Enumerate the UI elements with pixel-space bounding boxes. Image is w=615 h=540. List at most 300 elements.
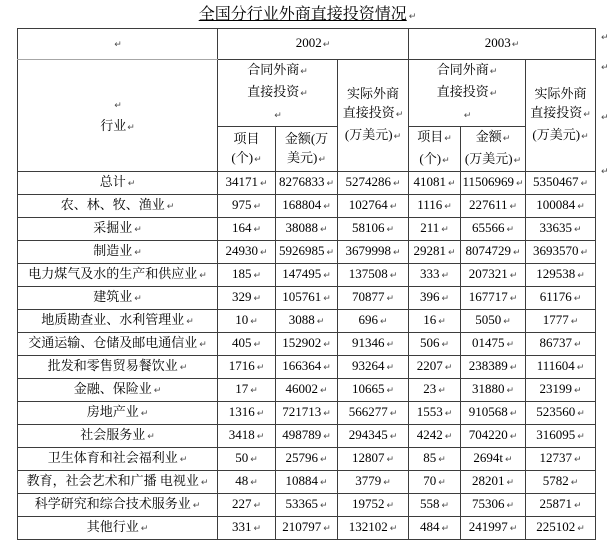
value-cell-text: 61176 — [539, 289, 572, 304]
value-cell — [276, 402, 338, 425]
industry-cell-text: 其他行业 — [86, 519, 139, 534]
value-cell-text: 48 — [235, 473, 249, 488]
value-cell — [218, 287, 276, 310]
value-cell — [409, 448, 461, 471]
paragraph-mark: ↵ — [147, 432, 155, 442]
paragraph-mark: ↵ — [250, 455, 258, 465]
paragraph-mark: ↵ — [509, 271, 518, 281]
paragraph-mark: ↵ — [386, 340, 395, 350]
paragraph-mark: ↵ — [134, 225, 142, 235]
header-actual-2003: 实际外商 直接投资↵ (万美元)↵ — [526, 60, 596, 172]
table-row — [18, 379, 596, 402]
value-cell-text: 12807 — [351, 450, 385, 465]
value-cell — [338, 264, 409, 287]
paragraph-mark: ↵ — [392, 179, 401, 189]
value-cell — [218, 379, 276, 402]
value-cell — [526, 218, 596, 241]
paragraph-mark: ↵ — [140, 524, 149, 534]
paragraph-mark: ↵ — [574, 455, 582, 465]
paragraph-mark: ↵ — [199, 340, 207, 350]
value-cell — [526, 448, 596, 471]
value-cell — [461, 471, 526, 494]
value-cell-text: 227 — [231, 496, 252, 511]
paragraph-mark: ↵ — [506, 225, 515, 235]
value-cell-text: 102764 — [348, 197, 388, 212]
paragraph-mark: ↵ — [512, 248, 521, 258]
value-cell — [409, 287, 461, 310]
value-cell-text: 12737 — [539, 450, 572, 465]
value-cell — [461, 425, 526, 448]
value-cell — [409, 402, 461, 425]
header-row-groups — [18, 60, 596, 127]
value-cell — [276, 356, 338, 379]
value-cell-text: 227611 — [468, 197, 508, 212]
value-cell — [409, 333, 461, 356]
value-cell-text: 1716 — [228, 358, 255, 373]
paragraph-mark: ↵ — [326, 179, 335, 189]
paragraph-mark: ↵ — [503, 317, 511, 327]
paragraph-mark: ↵ — [114, 40, 122, 50]
industry-cell-text: 卫生体育和社会福利业 — [47, 450, 178, 465]
value-cell-text: 75306 — [471, 496, 505, 511]
paragraph-mark: ↵ — [502, 134, 511, 144]
value-cell — [218, 333, 276, 356]
value-cell — [526, 402, 596, 425]
value-cell — [461, 310, 526, 333]
paragraph-mark: ↵ — [506, 386, 515, 396]
industry-cell — [18, 356, 218, 379]
value-cell — [409, 218, 461, 241]
value-cell-text: 24930 — [225, 243, 258, 258]
value-cell-text: 85 — [423, 450, 437, 465]
industry-cell-text: 建筑业 — [93, 289, 133, 304]
paragraph-mark: ↵ — [441, 271, 450, 281]
value-cell — [526, 379, 596, 402]
value-cell-text: 2694t — [473, 450, 504, 465]
paragraph-mark: ↵ — [253, 225, 262, 235]
paragraph-mark: ↵ — [127, 179, 136, 189]
value-cell-text: 19752 — [351, 496, 385, 511]
value-cell — [338, 402, 409, 425]
paragraph-mark: ↵ — [323, 202, 331, 212]
paragraph-mark: ↵ — [386, 501, 395, 511]
value-cell-text: 50 — [235, 450, 249, 465]
value-cell — [338, 356, 409, 379]
value-cell-text: 333 — [419, 266, 440, 281]
paragraph-mark: ↵ — [134, 294, 142, 304]
value-cell-text: 5782 — [542, 473, 569, 488]
paragraph-mark: ↵ — [601, 33, 609, 43]
value-cell — [218, 264, 276, 287]
industry-cell — [18, 471, 218, 494]
value-cell — [276, 425, 338, 448]
value-cell — [409, 356, 461, 379]
paragraph-mark: ↵ — [395, 110, 404, 120]
value-cell-text: 166364 — [282, 358, 322, 373]
value-cell — [276, 494, 338, 517]
value-cell — [338, 448, 409, 471]
value-cell-text: 11506969 — [462, 174, 514, 189]
value-cell — [526, 287, 596, 310]
paragraph-mark: ↵ — [463, 111, 472, 121]
paragraph-mark: ↵ — [250, 317, 258, 327]
paragraph-mark: ↵ — [577, 524, 585, 534]
value-cell-text: 8276833 — [278, 174, 325, 189]
paragraph-mark: ↵ — [254, 154, 262, 165]
value-cell — [338, 517, 409, 540]
value-cell — [526, 471, 596, 494]
paragraph-mark: ↵ — [444, 432, 453, 442]
paragraph-mark: ↵ — [134, 248, 142, 258]
value-cell-text: 46002 — [285, 381, 318, 396]
value-cell — [526, 494, 596, 517]
paragraph-mark: ↵ — [386, 294, 395, 304]
value-cell-text: 33635 — [539, 220, 572, 235]
industry-cell — [18, 218, 218, 241]
value-cell-text: 137508 — [348, 266, 388, 281]
value-cell-text: 1316 — [228, 404, 255, 419]
value-cell — [276, 333, 338, 356]
value-cell-text: 294345 — [348, 427, 388, 442]
paragraph-mark: ↵ — [577, 271, 585, 281]
industry-cell-text: 批发和零售贸易餐饮业 — [47, 358, 178, 373]
paragraph-mark: ↵ — [259, 179, 268, 189]
paragraph-mark: ↵ — [601, 167, 609, 177]
paragraph-mark: ↵ — [389, 409, 398, 419]
value-cell-text: 316095 — [536, 427, 576, 442]
value-cell — [461, 356, 526, 379]
paragraph-mark: ↵ — [438, 478, 446, 488]
paragraph-mark: ↵ — [323, 340, 331, 350]
value-cell — [526, 425, 596, 448]
value-cell-text: 3693570 — [533, 243, 579, 258]
value-cell-text: 29281 — [413, 243, 446, 258]
paragraph-mark: ↵ — [601, 63, 609, 73]
table-row — [18, 517, 596, 540]
value-cell-text: 17 — [235, 381, 249, 396]
value-cell — [338, 379, 409, 402]
industry-cell-text: 教育，社会艺术和广播 电视业 — [26, 473, 199, 488]
value-cell — [409, 425, 461, 448]
paragraph-mark: ↵ — [389, 271, 398, 281]
value-cell-text: 70877 — [351, 289, 385, 304]
value-cell — [526, 264, 596, 287]
paragraph-mark: ↵ — [580, 248, 589, 258]
value-cell — [218, 241, 276, 264]
value-cell — [338, 333, 409, 356]
value-cell — [276, 264, 338, 287]
industry-cell — [18, 264, 218, 287]
paragraph-mark: ↵ — [489, 67, 498, 77]
paragraph-mark: ↵ — [580, 179, 589, 189]
paragraph-mark: ↵ — [256, 363, 265, 373]
value-cell-text: 3418 — [228, 427, 255, 442]
paragraph-mark: ↵ — [408, 12, 417, 22]
value-cell — [409, 471, 461, 494]
paragraph-mark: ↵ — [389, 202, 398, 212]
paragraph-mark: ↵ — [253, 524, 262, 534]
paragraph-mark: ↵ — [200, 478, 209, 488]
paragraph-mark: ↵ — [300, 67, 308, 77]
value-cell-text: 01475 — [471, 335, 505, 350]
paragraph-mark: ↵ — [577, 202, 585, 212]
value-cell-text: 4242 — [416, 427, 443, 442]
value-cell — [218, 425, 276, 448]
value-cell — [461, 402, 526, 425]
value-cell — [338, 425, 409, 448]
paragraph-mark: ↵ — [574, 386, 582, 396]
value-cell-text: 65566 — [471, 220, 505, 235]
paragraph-mark: ↵ — [179, 455, 188, 465]
paragraph-mark: ↵ — [576, 363, 585, 373]
value-cell — [409, 264, 461, 287]
header-industry-cell — [18, 60, 218, 172]
paragraph-mark: ↵ — [570, 478, 579, 488]
value-cell-text: 10 — [235, 312, 249, 327]
value-cell — [276, 287, 338, 310]
value-cell-text: 523560 — [536, 404, 576, 419]
industry-cell — [18, 379, 218, 402]
industry-cell — [18, 425, 218, 448]
value-cell-text: 910568 — [468, 404, 508, 419]
paragraph-mark: ↵ — [323, 432, 331, 442]
value-cell — [338, 287, 409, 310]
value-cell-text: 31880 — [471, 381, 505, 396]
value-cell — [461, 494, 526, 517]
paragraph-mark: ↵ — [581, 132, 589, 142]
value-cell — [409, 241, 461, 264]
value-cell-text: 5274286 — [345, 174, 391, 189]
value-cell — [461, 333, 526, 356]
table-row — [18, 310, 596, 333]
value-cell — [526, 517, 596, 540]
industry-cell-text: 社会服务业 — [80, 427, 146, 442]
value-cell — [218, 517, 276, 540]
value-cell — [276, 241, 338, 264]
paragraph-mark: ↵ — [386, 455, 395, 465]
paragraph-mark: ↵ — [389, 432, 398, 442]
paragraph-mark: ↵ — [179, 363, 188, 373]
industry-cell — [18, 287, 218, 310]
paragraph-mark: ↵ — [300, 89, 308, 99]
value-cell — [526, 310, 596, 333]
value-cell-text: 10884 — [285, 473, 318, 488]
paragraph-mark: ↵ — [323, 294, 331, 304]
paragraph-mark: ↵ — [319, 501, 328, 511]
paragraph-mark: ↵ — [505, 455, 513, 465]
paragraph-mark: ↵ — [166, 202, 175, 212]
paragraph-mark: ↵ — [506, 478, 515, 488]
value-cell-text: 167717 — [468, 289, 508, 304]
paragraph-mark: ↵ — [441, 501, 450, 511]
header-amount-2002: 金额(万 美元)↵ — [276, 127, 338, 172]
value-cell — [409, 195, 461, 218]
value-cell — [526, 172, 596, 195]
value-cell-text: 498789 — [282, 427, 322, 442]
value-cell — [276, 471, 338, 494]
paragraph-mark: ↵ — [386, 386, 395, 396]
paragraph-mark: ↵ — [441, 524, 450, 534]
paragraph-mark: ↵ — [253, 501, 262, 511]
value-cell — [218, 471, 276, 494]
value-cell-text: 111604 — [536, 358, 575, 373]
value-cell — [218, 494, 276, 517]
value-cell — [276, 172, 338, 195]
value-cell-text: 558 — [419, 496, 440, 511]
paragraph-mark: ↵ — [319, 225, 328, 235]
value-cell-text: 329 — [231, 289, 252, 304]
value-cell — [526, 333, 596, 356]
value-cell — [218, 356, 276, 379]
header-contract-2003: 合同外商↵ 直接投资↵ ↵ — [409, 60, 526, 127]
value-cell-text: 8074729 — [465, 243, 511, 258]
value-cell-text: 975 — [231, 197, 252, 212]
industry-cell-text: 金融、保险业 — [73, 381, 152, 396]
header-year-2002 — [218, 29, 409, 60]
value-cell-text: 405 — [231, 335, 252, 350]
value-cell-text: 86737 — [539, 335, 572, 350]
paragraph-mark: ↵ — [574, 501, 582, 511]
industry-cell — [18, 333, 218, 356]
paragraph-mark: ↵ — [577, 409, 585, 419]
value-cell-text: 34171 — [225, 174, 258, 189]
paragraph-mark: ↵ — [253, 294, 262, 304]
value-cell — [338, 195, 409, 218]
paragraph-mark: ↵ — [444, 363, 453, 373]
paragraph-mark: ↵ — [574, 340, 582, 350]
value-cell-text: 1116 — [417, 197, 443, 212]
table-row — [18, 172, 596, 195]
value-cell-text: 168804 — [282, 197, 322, 212]
value-cell — [461, 195, 526, 218]
paragraph-mark: ↵ — [513, 156, 522, 166]
paragraph-mark: ↵ — [322, 40, 331, 50]
paragraph-mark: ↵ — [127, 122, 135, 133]
value-cell-text: 105761 — [282, 289, 322, 304]
value-cell — [461, 218, 526, 241]
paragraph-mark: ↵ — [326, 248, 335, 258]
paragraph-mark: ↵ — [570, 317, 579, 327]
industry-column-label: 行业 — [100, 117, 127, 133]
paragraph-mark: ↵ — [393, 132, 402, 142]
table-row — [18, 241, 596, 264]
value-cell — [218, 402, 276, 425]
paragraph-mark: ↵ — [253, 340, 262, 350]
value-cell — [276, 310, 338, 333]
paragraph-mark: ↵ — [601, 113, 609, 123]
paragraph-mark: ↵ — [186, 317, 194, 327]
value-cell-text: 696 — [358, 312, 378, 327]
value-cell-text: 5350467 — [533, 174, 579, 189]
value-cell-text: 147495 — [282, 266, 322, 281]
value-cell — [461, 379, 526, 402]
table-row — [18, 471, 596, 494]
table-row — [18, 264, 596, 287]
paragraph-mark: ↵ — [114, 100, 122, 111]
value-cell-text: 484 — [419, 519, 440, 534]
table-row — [18, 287, 596, 310]
paragraph-mark: ↵ — [192, 501, 201, 511]
table-row — [18, 402, 596, 425]
industry-cell-text: 农、林、牧、渔业 — [60, 197, 165, 212]
paragraph-mark: ↵ — [323, 409, 331, 419]
paragraph-mark: ↵ — [274, 111, 282, 121]
industry-cell — [18, 402, 218, 425]
paragraph-mark: ↵ — [438, 317, 446, 327]
value-cell — [276, 448, 338, 471]
value-cell-text: 704220 — [468, 427, 508, 442]
value-cell-text: 152902 — [282, 335, 322, 350]
paragraph-mark: ↵ — [441, 225, 449, 235]
table-row — [18, 218, 596, 241]
paragraph-mark: ↵ — [516, 179, 524, 189]
table-row — [18, 356, 596, 379]
value-cell-text: 2207 — [416, 358, 443, 373]
value-cell-text: 132102 — [348, 519, 388, 534]
value-cell-text: 70 — [423, 473, 437, 488]
table-row — [18, 448, 596, 471]
table-row — [18, 333, 596, 356]
value-cell-text: 1553 — [416, 404, 443, 419]
paragraph-mark: ↵ — [573, 294, 582, 304]
paragraph-mark: ↵ — [319, 478, 328, 488]
paragraph-mark: ↵ — [489, 89, 498, 99]
paragraph-mark: ↵ — [574, 225, 582, 235]
paragraph-mark: ↵ — [386, 225, 395, 235]
paragraph-mark: ↵ — [318, 154, 326, 165]
paragraph-mark: ↵ — [442, 156, 450, 166]
value-cell-text: 210797 — [282, 519, 322, 534]
paragraph-mark: ↵ — [509, 202, 518, 212]
value-cell-text: 28201 — [471, 473, 505, 488]
value-cell — [409, 494, 461, 517]
industry-cell-text: 房地产业 — [86, 404, 139, 419]
paragraph-mark: ↵ — [256, 432, 265, 442]
paragraph-mark: ↵ — [509, 432, 518, 442]
paragraph-mark: ↵ — [509, 524, 518, 534]
paragraph-mark: ↵ — [444, 202, 452, 212]
value-cell — [409, 379, 461, 402]
value-cell-text: 211 — [420, 220, 440, 235]
paragraph-mark: ↵ — [438, 386, 446, 396]
value-cell-text: 5050 — [475, 312, 502, 327]
value-cell — [461, 264, 526, 287]
paragraph-mark: ↵ — [447, 248, 456, 258]
value-cell — [218, 218, 276, 241]
value-cell — [461, 172, 526, 195]
value-cell-text: 207321 — [468, 266, 508, 281]
value-cell — [338, 218, 409, 241]
table-row — [18, 195, 596, 218]
year-2003-label: 2003 — [484, 35, 511, 50]
value-cell — [218, 448, 276, 471]
paragraph-mark: ↵ — [319, 455, 328, 465]
paragraph-mark: ↵ — [386, 363, 395, 373]
value-cell-text: 396 — [419, 289, 440, 304]
value-cell — [276, 517, 338, 540]
value-cell-text: 1777 — [542, 312, 569, 327]
value-cell — [461, 517, 526, 540]
value-cell — [218, 195, 276, 218]
paragraph-mark: ↵ — [316, 317, 325, 327]
value-cell — [276, 218, 338, 241]
paragraph-mark: ↵ — [323, 271, 331, 281]
value-cell-text: 41081 — [413, 174, 446, 189]
industry-cell — [18, 241, 218, 264]
paragraph-mark: ↵ — [506, 340, 515, 350]
industry-cell-text: 科学研究和综合技术服务业 — [34, 496, 191, 511]
industry-cell-text: 总计 — [99, 174, 126, 189]
